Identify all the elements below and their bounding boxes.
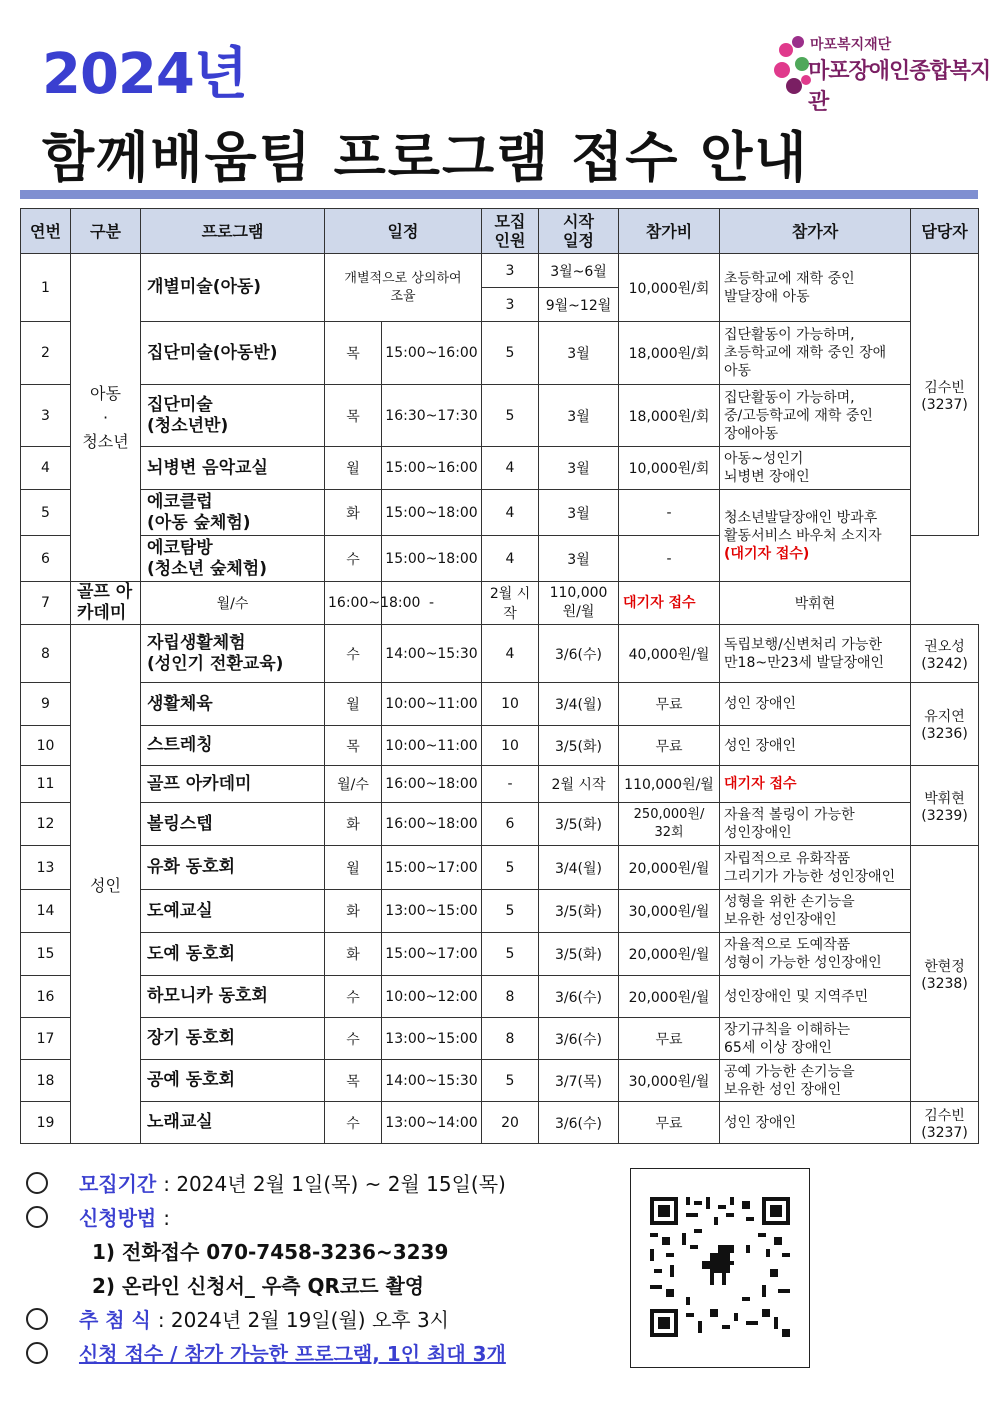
participants: 장기규칙을 이해하는 65세 이상 장애인 [720,1018,911,1060]
category-youth: 아동 · 청소년 [71,254,141,582]
start-date: 3/4(월) [539,846,619,890]
day: 화 [325,490,382,536]
fee: 무료 [619,683,720,726]
capacity: 4 [482,536,539,582]
time: 16:00~18:00 [325,582,382,625]
info-period [26,1170,506,1198]
time: 16:00~18:00 [382,803,482,846]
capacity: 6 [482,803,539,846]
lottery-label: 추 첨 식 [78,1308,151,1332]
row-number: 7 [21,582,71,625]
capacity: 4 [482,625,539,683]
participants: 독립보행/신변처리 가능한 만18~만23세 발달장애인 [720,625,911,683]
participants: 대기자 접수 [720,766,911,803]
info-note [26,1340,506,1368]
start-date: 3월 [539,322,619,385]
fee: - [619,490,720,536]
capacity: 4 [482,447,539,490]
time: 15:00~17:00 [382,846,482,890]
program-name: 집단미술 (청소년반) [141,385,325,447]
table-row [21,625,979,683]
participants: 성형을 위한 손기능을 보유한 성인장애인 [720,890,911,933]
title-divider [20,190,978,199]
category-adult: 성인 [71,625,141,1144]
program-name: 자립생활체험 (성인기 전환교육) [141,625,325,683]
participants: 집단활동이 가능하며, 중/고등학교에 재학 중인 장애아동 [720,385,911,447]
fee: 30,000원/월 [619,1060,720,1102]
row-number: 12 [21,803,71,846]
row-number: 11 [21,766,71,803]
fee: 무료 [619,726,720,766]
fee: 250,000원/ 32회 [619,803,720,846]
program-name: 에코탐방 (청소년 숲체험) [141,536,325,582]
row-number: 4 [21,447,71,490]
row-number: 19 [21,1102,71,1144]
bullet-circle-icon [26,1206,48,1228]
capacity: 5 [482,1060,539,1102]
table-row [21,890,979,933]
program-name: 유화 동호회 [141,846,325,890]
info-method [26,1204,170,1232]
participants: 공예 가능한 손기능을 보유한 성인 장애인 [720,1060,911,1102]
fee: 10,000원/회 [619,254,720,322]
header-cell: 일정 [325,209,482,254]
time: 16:30~17:30 [382,385,482,447]
qr-frame [630,1168,810,1368]
capacity: 8 [482,1018,539,1060]
program-name: 공예 동호회 [141,1060,325,1102]
participants: 성인 장애인 [720,683,911,726]
method-online: 2) 온라인 신청서_ 우측 QR코드 촬영 [92,1274,425,1298]
participants: 성인장애인 및 지역주민 [720,976,911,1018]
table-row [21,385,979,447]
table-row [21,683,979,726]
header-cell: 참가비 [619,209,720,254]
table-row [21,490,979,536]
start-date: 3/5(화) [539,890,619,933]
fee: 110,000원/월 [619,766,720,803]
participants: 성인 장애인 [720,726,911,766]
header-cell: 참가자 [720,209,911,254]
time: 13:00~15:00 [382,890,482,933]
fee: 40,000원/월 [619,625,720,683]
capacity: 8 [482,976,539,1018]
table-row [21,447,979,490]
method-colon: : [163,1206,170,1230]
fee: 18,000원/회 [619,385,720,447]
time: 15:00~16:00 [382,447,482,490]
staff: 김수빈 (3237) [911,254,979,536]
row-number: 6 [21,536,71,582]
start-date: 3월 [539,385,619,447]
day: 화 [325,890,382,933]
day: 수 [325,1018,382,1060]
capacity: 4 [482,490,539,536]
bullet-circle-icon [26,1172,48,1194]
day: 목 [325,726,382,766]
capacity: 5 [482,890,539,933]
header-cell: 모집 인원 [482,209,539,254]
start-date: 3월 [539,490,619,536]
program-name: 에코클럽 (아동 숲체험) [141,490,325,536]
start-date: 3/5(화) [539,726,619,766]
program-name: 개별미술(아동) [141,254,325,322]
row-number: 3 [21,385,71,447]
fee: 무료 [619,1018,720,1060]
table-row [21,726,979,766]
row-number: 9 [21,683,71,726]
day: 화 [325,933,382,976]
capacity: - [382,582,482,625]
staff: 한현정 (3238) [911,846,979,1102]
program-name: 도예 동호회 [141,933,325,976]
time: 16:00~18:00 [382,766,482,803]
day: 목 [325,322,382,385]
fee: 20,000원/월 [619,933,720,976]
header-cell: 연번 [21,209,71,254]
staff: 박휘현 [720,582,911,625]
period-value: : 2024년 2월 1일(목) ~ 2월 15일(목) [163,1172,506,1196]
table-row [21,1102,979,1144]
row-number: 8 [21,625,71,683]
program-name: 도예교실 [141,890,325,933]
program-name: 골프 아카데미 [71,582,141,625]
day: 목 [325,1060,382,1102]
program-name: 하모니카 동호회 [141,976,325,1018]
start-date: 2월 시작 [539,766,619,803]
staff: 박휘현 (3239) [911,766,979,846]
day: 수 [325,625,382,683]
capacity: 3 [482,254,539,288]
lottery-value: : 2024년 2월 19일(월) 오후 3시 [157,1308,449,1332]
capacity: 5 [482,933,539,976]
table-header-row [21,209,979,254]
time: 10:00~11:00 [382,726,482,766]
participants: 자율적 볼링이 가능한 성인장애인 [720,803,911,846]
header-cell: 프로그램 [141,209,325,254]
start-date: 3/7(목) [539,1060,619,1102]
fee: 30,000원/월 [619,890,720,933]
header-cell: 구분 [71,209,141,254]
day: 월 [325,447,382,490]
limit-note: 신청 접수 / 참가 가능한 프로그램, 1인 최대 3개 [78,1342,506,1366]
time: 15:00~16:00 [382,322,482,385]
table-row [21,1060,979,1102]
participants: 아동~성인기 뇌병변 장애인 [720,447,911,490]
row-number: 16 [21,976,71,1018]
start-date: 3월 [539,536,619,582]
program-name: 노래교실 [141,1102,325,1144]
start-date: 3월~6월 [539,254,619,288]
time: 13:00~14:00 [382,1102,482,1144]
start-date: 3/4(월) [539,683,619,726]
row-number: 2 [21,322,71,385]
capacity: - [482,766,539,803]
capacity: 10 [482,726,539,766]
bullet-circle-icon [26,1342,48,1364]
method-phone: 1) 전화접수 070-7458-3236~3239 [92,1240,449,1264]
qr-code-icon[interactable] [650,1197,790,1337]
program-name: 집단미술(아동반) [141,322,325,385]
row-number: 17 [21,1018,71,1060]
day: 월 [325,683,382,726]
time: 15:00~17:00 [382,933,482,976]
table-row [21,322,979,385]
start-date: 3/5(화) [539,803,619,846]
period-label: 모집기간 [78,1172,157,1196]
program-table [20,208,979,1144]
capacity: 5 [482,322,539,385]
fee: 110,000원/월 [539,582,619,625]
fee: 20,000원/월 [619,846,720,890]
capacity: 20 [482,1102,539,1144]
table-row [21,1018,979,1060]
info-lottery [26,1306,449,1334]
start-date: 3/5(화) [539,933,619,976]
capacity: 5 [482,846,539,890]
program-name: 뇌병변 음악교실 [141,447,325,490]
day: 월/수 [325,766,382,803]
program-name: 골프 아카데미 [141,766,325,803]
table-row [21,976,979,1018]
staff: 유지연 (3236) [911,683,979,766]
capacity: 5 [482,385,539,447]
row-number: 13 [21,846,71,890]
time: 13:00~15:00 [382,1018,482,1060]
day: 화 [325,803,382,846]
day: 목 [325,385,382,447]
fee: 18,000원/회 [619,322,720,385]
table-row [21,766,979,803]
time: 14:00~15:30 [382,625,482,683]
start-date: 3/6(수) [539,625,619,683]
staff: 권오성 (3242) [911,625,979,683]
row-number: 10 [21,726,71,766]
row-number: 15 [21,933,71,976]
fee: 10,000원/회 [619,447,720,490]
day: 월 [325,846,382,890]
table-row [21,582,979,625]
program-name: 장기 동호회 [141,1018,325,1060]
capacity: 3 [482,288,539,322]
row-number: 18 [21,1060,71,1102]
day: 수 [325,1102,382,1144]
start-date: 3/6(수) [539,1102,619,1144]
fee: 무료 [619,1102,720,1144]
participants: 대기자 접수 [619,582,720,625]
start-date: 3/6(수) [539,976,619,1018]
time: 14:00~15:30 [382,1060,482,1102]
row-number: 5 [21,490,71,536]
start-date: 3/6(수) [539,1018,619,1060]
program-name: 볼링스텝 [141,803,325,846]
header-cell: 담당자 [911,209,979,254]
time: 15:00~18:00 [382,536,482,582]
fee: - [619,536,720,582]
time: 10:00~11:00 [382,683,482,726]
participants: 자율적으로 도예작품 성형이 가능한 성인장애인 [720,933,911,976]
bullet-circle-icon [26,1308,48,1330]
table-row [21,254,979,288]
participants: 성인 장애인 [720,1102,911,1144]
logo-subtitle: 마포복지재단 [810,37,892,53]
header-cell: 시작 일정 [539,209,619,254]
program-name: 생활체육 [141,683,325,726]
start-date: 3월 [539,447,619,490]
participants [720,490,911,582]
page-year: 2024년 [42,42,247,107]
schedule: 개별적으로 상의하여 조율 [325,254,482,322]
logo-name: 마포장애인종합복지관 [808,59,991,115]
capacity: 10 [482,683,539,726]
row-number: 14 [21,890,71,933]
table-row [21,846,979,890]
participants: 집단활동이 가능하며, 초등학교에 재학 중인 장애 아동 [720,322,911,385]
table-row [21,933,979,976]
page-title: 함께배움팀 프로그램 접수 안내 [42,126,809,189]
day: 수 [325,976,382,1018]
start-date: 2월 시작 [482,582,539,625]
participants: 초등학교에 재학 중인 발달장애 아동 [720,254,911,322]
day: 수 [325,536,382,582]
table-row [21,803,979,846]
program-name: 스트레칭 [141,726,325,766]
participants-text: 청소년발달장애인 방과후 활동서비스 바우처 소지자 [724,509,882,544]
row-number: 1 [21,254,71,322]
waitlist-note: (대기자 접수) [724,545,810,562]
day: 월/수 [141,582,325,625]
fee: 20,000원/월 [619,976,720,1018]
time: 15:00~18:00 [382,490,482,536]
staff: 김수빈 (3237) [911,1102,979,1144]
start-date: 9월~12월 [539,288,619,322]
method-label: 신청방법 [78,1206,157,1230]
time: 10:00~12:00 [382,976,482,1018]
participants: 자립적으로 유화작품 그리기가 가능한 성인장애인 [720,846,911,890]
